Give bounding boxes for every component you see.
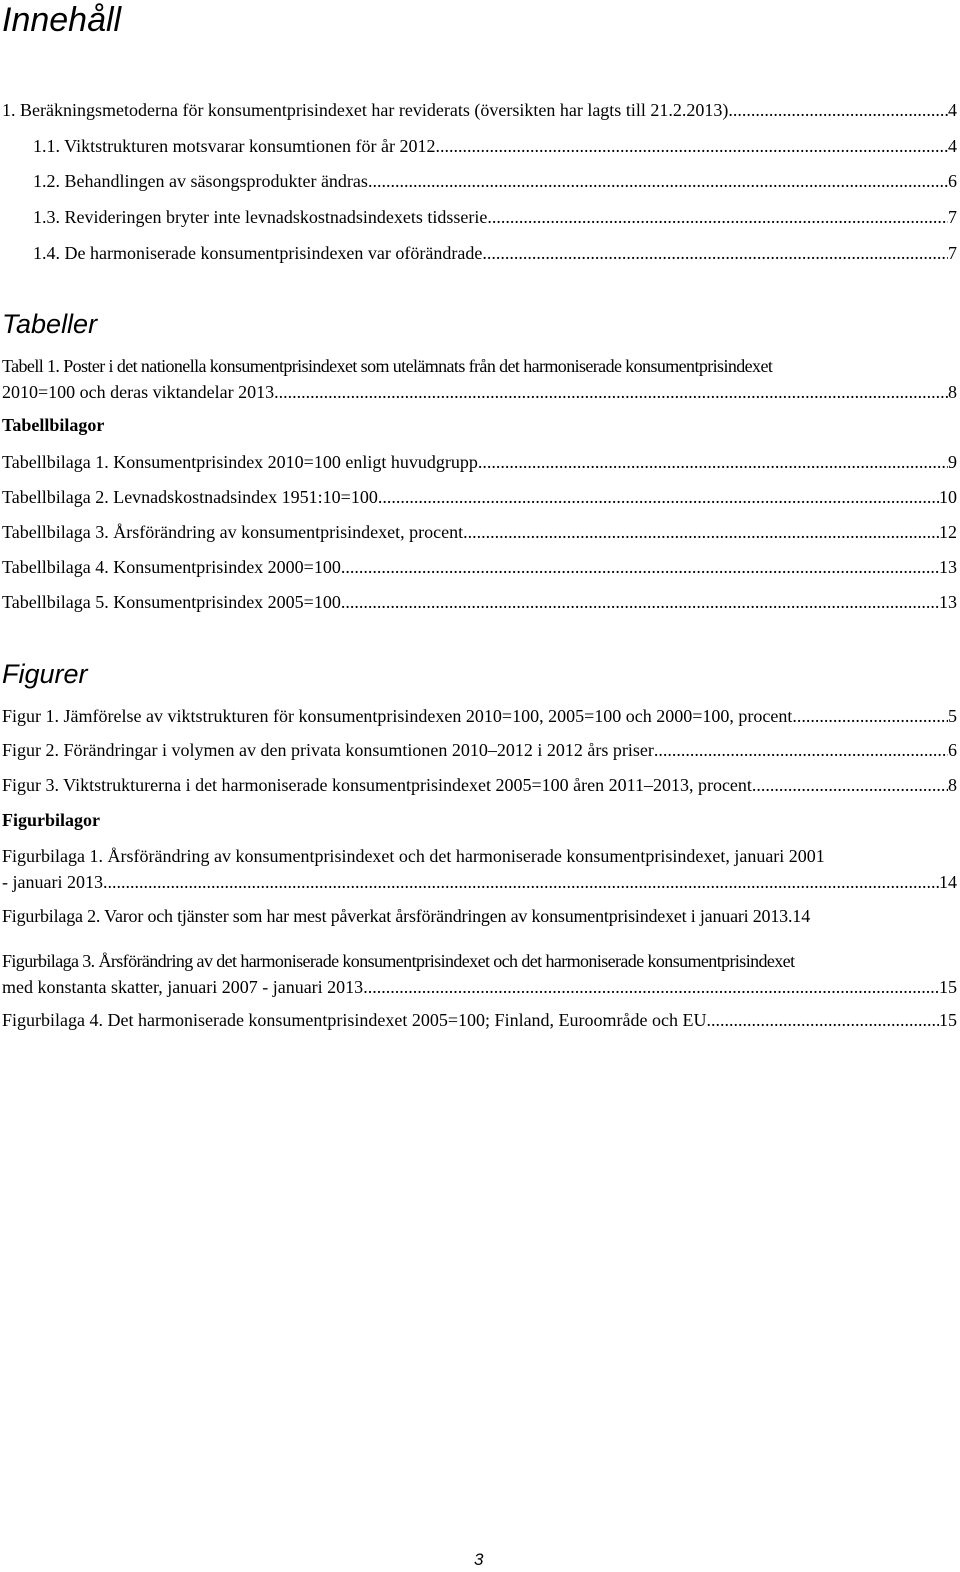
table-appendix-entry[interactable]: Tabellbilaga 5. Konsumentprisindex 2005=100 ..... 13 [2, 589, 957, 615]
figure-appendices-heading: Figurbilagor [2, 810, 100, 830]
tables-heading: Tabeller [2, 309, 98, 339]
figures-heading: Figurer [2, 659, 88, 689]
toc-entry[interactable]: 1.1. Viktstrukturen motsvarar konsumtionen för år 2012 ..... 4 [33, 133, 957, 159]
contents-heading: Innehåll [2, 1, 122, 39]
table-appendix-entry[interactable]: Tabellbilaga 4. Konsumentprisindex 2000=100 ..... 13 [2, 554, 957, 580]
table-appendices-heading: Tabellbilagor [2, 415, 105, 435]
toc-entry[interactable]: 1.3. Revideringen bryter inte levnadskostnadsindexets tidsserie ..... 7 [33, 204, 957, 230]
figure-appendix-entry[interactable]: Figurbilaga 2. Varor och tjänster som har mest påverkat årsförändringen av konsumentprisindexet i januari 2013. 14 [2, 906, 811, 926]
figure-entry[interactable]: Figur 1. Jämförelse av viktstrukturen för konsumentprisindexen 2010=100, 2005=100 och 2000=100, procent ..... 5 [2, 703, 957, 729]
table-entry[interactable]: Tabell 1. Poster i det nationella konsumentprisindexet som utelämnats från det harmoniserade konsumentprisindexet 2010=100 och deras viktandelar 2013 ..... 8 [2, 353, 957, 405]
toc-entry[interactable]: 1. Beräkningsmetoderna för konsumentprisindexet har reviderats (översikten har lagts till 21.2.2013) ..... 4 [2, 97, 957, 123]
figure-appendix-entry[interactable]: Figurbilaga 3. Årsförändring av det harmoniserade konsumentprisindexet och det harmoniserade konsumentprisindexet med konstanta skatter, januari 2007 - januari 2013 ..... 15 [2, 948, 957, 1000]
table-appendix-entry[interactable]: Tabellbilaga 2. Levnadskostnadsindex 1951:10=100 ..... 10 [2, 484, 957, 510]
figure-entry[interactable]: Figur 2. Förändringar i volymen av den privata konsumtionen 2010–2012 i 2012 års priser ..... 6 [2, 737, 957, 763]
toc-entry[interactable]: 1.4. De harmoniserade konsumentprisindexen var oförändrade ..... 7 [33, 240, 957, 266]
figure-appendix-entry[interactable]: Figurbilaga 4. Det harmoniserade konsumentprisindexet 2005=100; Finland, Euroområde och EU ..... 15 [2, 1007, 957, 1033]
table-appendix-entry[interactable]: Tabellbilaga 1. Konsumentprisindex 2010=100 enligt huvudgrupp ..... 9 [2, 449, 957, 475]
toc-entry[interactable]: 1.2. Behandlingen av säsongsprodukter ändras ..... 6 [33, 168, 957, 194]
figure-appendix-entry[interactable]: Figurbilaga 1. Årsförändring av konsumentprisindexet och det harmoniserade konsumentprisindexet, januari 2001 - januari 2013 ..... 14 [2, 843, 957, 895]
table-appendix-entry[interactable]: Tabellbilaga 3. Årsförändring av konsumentprisindexet, procent ..... 12 [2, 519, 957, 545]
page-number: 3 [474, 1550, 484, 1569]
figure-entry[interactable]: Figur 3. Viktstrukturerna i det harmoniserade konsumentprisindexet 2005=100 åren 2011–2013, procent ..... 8 [2, 772, 957, 798]
